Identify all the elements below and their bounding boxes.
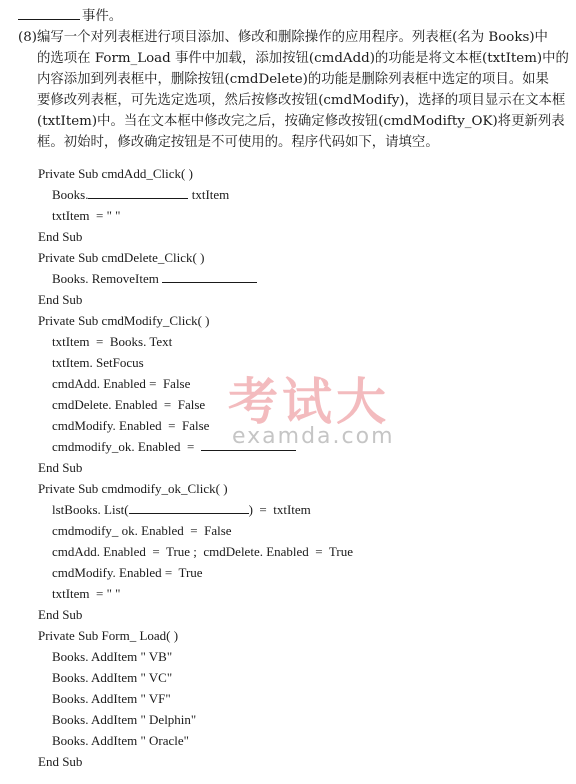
code-line: txtItem = " " <box>52 586 121 601</box>
end-sub: End Sub <box>38 292 83 307</box>
end-sub: End Sub <box>38 754 83 769</box>
question-line: 框。初始时，修改确定按钮是不可使用的。程序代码如下，请填空。 <box>37 135 439 150</box>
sub-header: Private Sub Form_ Load( ) <box>38 628 179 643</box>
sub-header: Private Sub cmdAdd_Click( ) <box>38 166 193 181</box>
end-sub: End Sub <box>38 460 83 475</box>
end-sub: End Sub <box>38 607 83 622</box>
code-line: cmdmodify_ok. Enabled = <box>52 437 296 457</box>
code-line: Books. RemoveItem <box>52 269 257 289</box>
question-line: (8)编写一个对列表框进行项目添加、修改和删除操作的应用程序。列表框(名为 Books)中 <box>18 27 563 48</box>
answer-blank <box>18 6 80 20</box>
code-line: Books. txtItem <box>52 187 230 202</box>
code-line: txtItem = " " <box>52 208 121 223</box>
code-line: Books. AddItem " VC" <box>52 670 173 685</box>
answer-blank <box>88 186 188 199</box>
code-line: cmdModify. Enabled = True <box>52 565 203 580</box>
code-line: Books. AddItem " VB" <box>52 649 173 664</box>
code-line: cmdDelete. Enabled = False <box>52 397 206 412</box>
question-number: (8) <box>18 30 37 45</box>
code-line: Books. AddItem " VF" <box>52 691 171 706</box>
question-line: 要修改列表框，可先选定选项，然后按修改按钮(cmdModify)，选择的项目显示在文本框 <box>37 93 566 108</box>
question-line: 内容添加到列表框中，删除按钮(cmdDelete)的功能是删除列表框中选定的项目。如果 <box>37 72 549 87</box>
code-line: txtItem = Books. Text <box>52 334 173 349</box>
sub-header: Private Sub cmdmodify_ok_Click( ) <box>38 481 228 496</box>
watermark-logo-text: 考试大 <box>228 373 390 431</box>
code-line: cmdmodify_ ok. Enabled = False <box>52 523 232 538</box>
previous-question-tail: 事件。 <box>18 6 563 27</box>
question-text <box>18 6 569 153</box>
watermark-url: examda.com <box>232 424 395 449</box>
answer-blank <box>162 270 257 283</box>
code-line: lstBooks. List( ) = txtItem <box>52 502 311 517</box>
question-line: (txtItem)中。当在文本框中修改完之后，按确定修改按钮(cmdModifty_OK)将更新列表 <box>37 114 565 129</box>
code-line: Books. AddItem " Delphin" <box>52 712 197 727</box>
code-line: cmdAdd. Enabled = False <box>52 376 191 391</box>
sub-header: Private Sub cmdModify_Click( ) <box>38 313 210 328</box>
code-line: txtItem. SetFocus <box>52 355 144 370</box>
code-line: cmdAdd. Enabled = True ; cmdDelete. Enabled = True <box>52 544 353 559</box>
code-line: cmdModify. Enabled = False <box>52 418 210 433</box>
code-line: Books. AddItem " Oracle" <box>52 733 189 748</box>
end-sub: End Sub <box>38 229 83 244</box>
answer-blank <box>129 501 249 514</box>
answer-blank <box>201 438 296 451</box>
question-line: 的选项在 Form_Load 事件中加载，添加按钮(cmdAdd)的功能是将文本框(txtItem)中的 <box>37 51 569 66</box>
sub-header: Private Sub cmdDelete_Click( ) <box>38 250 205 265</box>
